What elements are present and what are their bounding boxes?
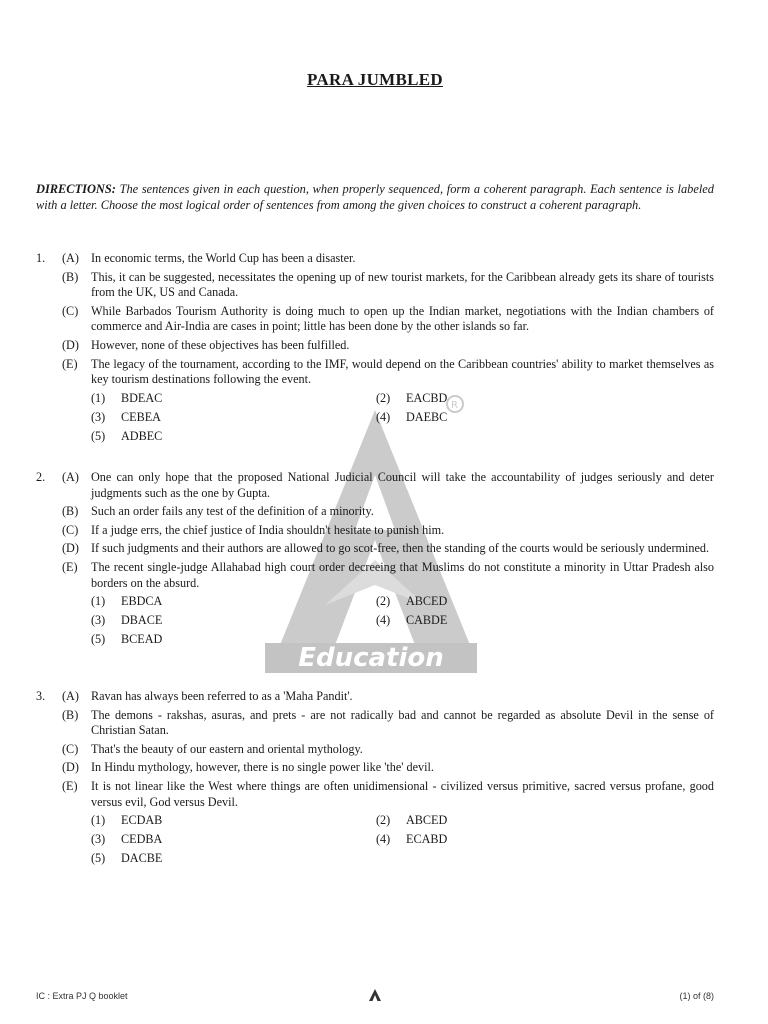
option-text: DBACE [121, 613, 163, 628]
option[interactable] [91, 594, 162, 610]
option[interactable] [91, 613, 162, 629]
statement [36, 470, 714, 501]
option-text: BDEAC [121, 390, 163, 405]
statement-label: (B) [62, 269, 79, 284]
statement-text: The legacy of the tournament, according to the IMF, would depend on the Caribbean countries' ability to market themselves as key tourism destinations following the event. [91, 356, 714, 387]
statement [36, 251, 714, 267]
option[interactable] [376, 813, 447, 829]
option-text: ABCED [406, 594, 448, 609]
option-text: ABCED [406, 813, 448, 828]
statement-label: (C) [62, 303, 79, 318]
option-text: CEDBA [121, 832, 163, 847]
option-number: (1) [91, 390, 106, 405]
option[interactable] [91, 851, 162, 867]
footer-logo-icon [369, 989, 381, 1003]
statement-text: That's the beauty of our eastern and oriental mythology. [91, 741, 363, 756]
option[interactable] [91, 632, 162, 648]
statement [36, 708, 714, 739]
footer-booklet-label: IC : Extra PJ Q booklet [36, 991, 128, 1001]
directions-text: The sentences given in each question, when properly sequenced, form a coherent paragraph. Each sentence is labeled with a letter. Choose the most logical order of sentences from among the given choices to construct a coherent paragraph. [36, 182, 714, 212]
statement-text: One can only hope that the proposed National Judicial Council will take the accountability of judges seriously and deter judgments such as the one by Gupta. [91, 470, 714, 500]
statement-text: However, none of these objectives has been fulfilled. [91, 337, 350, 352]
question-number: 1. [36, 251, 46, 265]
statement [36, 541, 714, 557]
option[interactable] [91, 429, 162, 445]
option-number: (2) [376, 390, 391, 405]
svg-text:R: R [451, 400, 458, 411]
watermark-text: Education [265, 643, 477, 673]
page-number: (1) of (8) [679, 991, 714, 1001]
option-text: DAEBC [406, 409, 448, 424]
statement-label: (C) [62, 741, 79, 756]
option[interactable] [376, 594, 447, 610]
statement-text: If such judgments and their authors are allowed to go scot-free, then the standing of the courts would be seriously undermined. [91, 541, 710, 556]
statement [36, 504, 714, 520]
statement [36, 560, 714, 591]
question-1 [36, 251, 714, 448]
statement [36, 357, 714, 388]
directions-label: DIRECTIONS: [36, 182, 116, 196]
options-row [36, 613, 714, 632]
statement-label: (B) [62, 707, 79, 722]
option-text: ECDAB [121, 813, 163, 828]
option-text: EBDCA [121, 594, 163, 609]
option-number: (2) [376, 813, 391, 828]
option[interactable] [91, 410, 161, 426]
option-number: (5) [91, 632, 106, 647]
statement [36, 270, 714, 301]
statement-label: (B) [62, 504, 79, 519]
option-number: (3) [91, 409, 106, 424]
option-text: DACBE [121, 851, 163, 866]
statement-label: (A) [62, 251, 79, 265]
statement-label: (D) [62, 541, 79, 556]
option-number: (4) [376, 832, 391, 847]
statement-text: The demons - rakshas, asuras, and prets - are not radically bad and cannot be regarded as absolute Devil in the sense of Christian Satan. [91, 707, 714, 738]
option[interactable] [376, 613, 447, 629]
statement [36, 760, 714, 776]
option-number: (5) [91, 851, 106, 866]
statement-text: In economic terms, the World Cup has been a disaster. [91, 251, 356, 265]
option[interactable] [376, 391, 447, 407]
option[interactable] [91, 813, 162, 829]
statement-label: (A) [62, 689, 79, 703]
option-text: EACBD [406, 390, 448, 405]
options-row [36, 632, 714, 651]
statement [36, 523, 714, 539]
option-number: (3) [91, 613, 106, 628]
option-text: BCEAD [121, 632, 163, 647]
option-text: ECABD [406, 832, 448, 847]
statement-text: In Hindu mythology, however, there is no single power like 'the' devil. [91, 760, 434, 775]
option[interactable] [376, 410, 447, 426]
option-number: (5) [91, 428, 106, 443]
statement-text: The recent single-judge Allahabad high court order decreeing that Muslims do not constitute a minority in Uttar Pradesh also borders on the absurd. [91, 559, 714, 590]
option-number: (2) [376, 594, 391, 609]
question-number: 3. [36, 689, 46, 703]
statement-text: It is not linear like the West where things are often unidimensional - civilized versus primitive, sacred versus profane, good versus evil, God versus Devil. [91, 778, 714, 809]
options-row [36, 391, 714, 410]
options-row [36, 429, 714, 448]
question-number: 2. [36, 470, 46, 484]
statement-text: Such an order fails any test of the definition of a minority. [91, 504, 374, 519]
statement-label: (E) [62, 559, 78, 574]
statement-label: (A) [62, 470, 79, 484]
statement [36, 338, 714, 354]
page-title: PARA JUMBLED [307, 70, 443, 89]
question-2 [36, 470, 714, 651]
options-row [36, 832, 714, 851]
options-row [36, 851, 714, 870]
options-row [36, 594, 714, 613]
option-number: (4) [376, 409, 391, 424]
statement [36, 779, 714, 810]
option-number: (3) [91, 832, 106, 847]
statement-label: (D) [62, 337, 79, 352]
statement-label: (D) [62, 760, 79, 775]
statement [36, 689, 714, 705]
directions [36, 181, 714, 213]
statement [36, 742, 714, 758]
statement-text: This, it can be suggested, necessitates the opening up of new tourist markets, for the Caribbean already gets its share of tourists from the UK, US and Canada. [91, 269, 714, 300]
options-row [36, 813, 714, 832]
question-3 [36, 689, 714, 870]
statement-text: If a judge errs, the chief justice of India shouldn't hesitate to punish him. [91, 522, 445, 537]
option-text: ADBEC [121, 428, 163, 443]
option-number: (4) [376, 613, 391, 628]
option-number: (1) [91, 594, 106, 609]
statement-label: (C) [62, 522, 79, 537]
option-number: (1) [91, 813, 106, 828]
statement [36, 304, 714, 335]
statement-label: (E) [62, 778, 78, 793]
option[interactable] [91, 391, 162, 407]
option-text: CEBEA [121, 409, 161, 424]
statement-label: (E) [62, 356, 78, 371]
options-row [36, 410, 714, 429]
option-text: CABDE [406, 613, 448, 628]
statement-text: Ravan has always been referred to as a 'Maha Pandit'. [91, 689, 353, 703]
option[interactable] [91, 832, 162, 848]
option[interactable] [376, 832, 447, 848]
statement-text: While Barbados Tourism Authority is doing much to open up the Indian market, negotiations with the Indian chambers of commerce and Air-India are cases in point; little has been done by the other islands so far. [91, 303, 714, 334]
